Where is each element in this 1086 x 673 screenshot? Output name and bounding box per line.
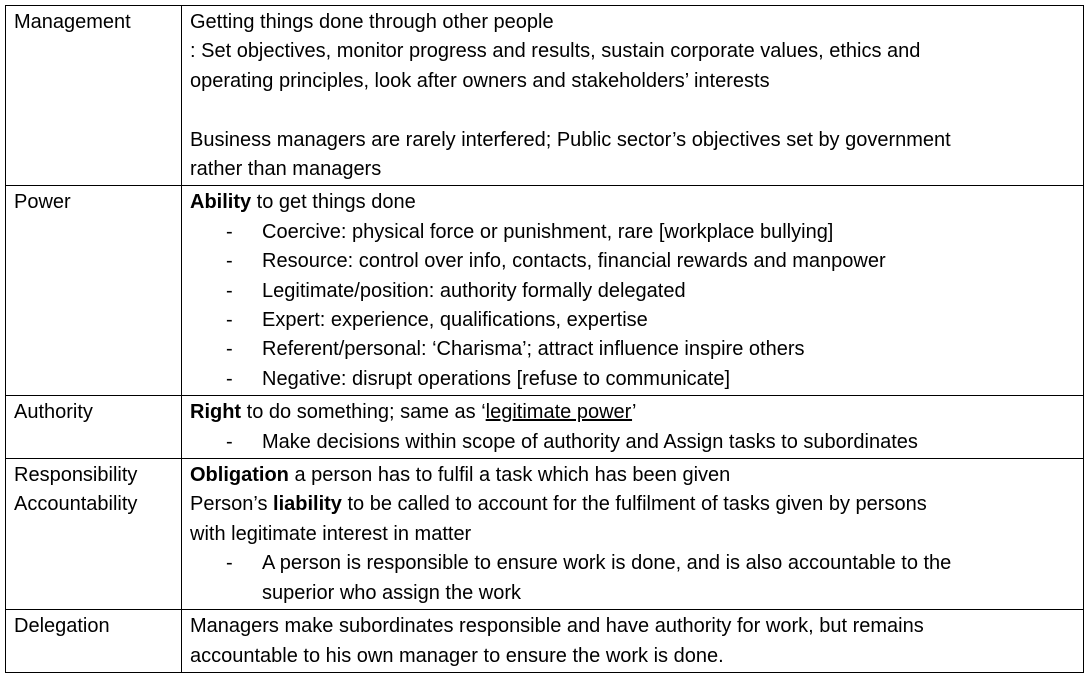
term-label: Delegation xyxy=(14,615,110,638)
intro-text: to get things done xyxy=(251,191,416,214)
bullet-item xyxy=(190,277,1079,306)
term-cell-delegation xyxy=(6,610,182,673)
underlined-term: legitimate power xyxy=(485,401,633,424)
bullet-text: A person is responsible to ensure work is done, and is also accountable to the xyxy=(262,552,952,575)
term-label: Authority xyxy=(14,401,93,424)
bullet-item xyxy=(190,428,1079,457)
term-label: Accountability xyxy=(14,493,138,516)
bullet-text: Coercive: physical force or punishment, rare [workplace bullying] xyxy=(262,220,834,243)
definition-line: Business managers are rarely interfered; Public sector’s objectives set by government xyxy=(190,128,951,151)
definition-cell-management xyxy=(182,6,1084,186)
bullet-item xyxy=(190,306,1079,335)
blank-line xyxy=(190,96,1079,125)
table-row-power xyxy=(6,186,1084,396)
table-row-responsibility-accountability xyxy=(6,459,1084,610)
dash-bullet: - xyxy=(226,338,233,361)
definition-line xyxy=(190,490,1079,519)
term-cell-responsibility-accountability xyxy=(6,459,182,610)
definition-line: operating principles, look after owners and stakeholders’ interests xyxy=(190,69,770,92)
definition-text: Person’s xyxy=(190,493,274,516)
term-cell-management xyxy=(6,6,182,186)
bullet-text: Negative: disrupt operations [refuse to communicate] xyxy=(262,367,731,390)
bullet-continuation: superior who assign the work xyxy=(262,581,522,604)
definition-text: to be called to account for the fulfilment of tasks given by persons xyxy=(341,493,927,516)
definition-text: a person has to fulfil a task which has been given xyxy=(288,464,731,487)
definition-line: with legitimate interest in matter xyxy=(190,522,472,545)
bullet-text: Expert: experience, qualifications, expertise xyxy=(262,309,648,332)
dash-bullet: - xyxy=(226,309,233,332)
bullet-item xyxy=(190,247,1079,276)
definition-line: rather than managers xyxy=(190,158,382,181)
dash-bullet: - xyxy=(226,552,233,575)
term-label: Power xyxy=(14,191,71,214)
bullet-item xyxy=(190,549,1079,578)
bullet-text: Legitimate/position: authority formally delegated xyxy=(262,279,686,302)
bullet-item xyxy=(190,365,1079,394)
term-cell-power xyxy=(6,186,182,396)
definition-line xyxy=(190,461,1079,490)
bold-keyword: Obligation xyxy=(190,464,289,487)
definition-cell-authority xyxy=(182,396,1084,459)
table-row-delegation xyxy=(6,610,1084,673)
dash-bullet: - xyxy=(226,220,233,243)
definition-cell-responsibility-accountability xyxy=(182,459,1084,610)
dash-bullet: - xyxy=(226,367,233,390)
intro-text: to do something; same as ‘ xyxy=(241,401,486,424)
definition-line: accountable to his own manager to ensure the work is done. xyxy=(190,644,724,667)
bullet-text: Referent/personal: ‘Charisma’; attract influence inspire others xyxy=(262,338,805,361)
bold-keyword: Ability xyxy=(190,191,252,214)
definition-line: Getting things done through other people xyxy=(190,11,554,33)
dash-bullet: - xyxy=(226,279,233,302)
term-label: Management xyxy=(14,11,131,33)
term-label: Responsibility xyxy=(14,464,138,487)
definition-intro xyxy=(190,188,1079,217)
dash-bullet: - xyxy=(226,430,233,453)
bullet-item xyxy=(190,218,1079,247)
table-row-authority xyxy=(6,396,1084,459)
definition-line: : Set objectives, monitor progress and results, sustain corporate values, ethics and xyxy=(190,40,921,63)
bullet-text: Resource: control over info, contacts, financial rewards and manpower xyxy=(262,250,886,273)
dash-bullet: - xyxy=(226,250,233,273)
bold-keyword: Right xyxy=(190,401,242,424)
bold-keyword: liability xyxy=(273,493,342,516)
intro-text-end: ’ xyxy=(632,401,637,424)
definition-intro xyxy=(190,398,1079,427)
notes-table xyxy=(5,5,1084,673)
definition-line: Managers make subordinates responsible and have authority for work, but remains xyxy=(190,615,924,638)
bullet-text: Make decisions within scope of authority and Assign tasks to subordinates xyxy=(262,430,918,453)
bullet-item xyxy=(190,335,1079,364)
term-cell-authority xyxy=(6,396,182,459)
definition-cell-delegation xyxy=(182,610,1084,673)
definition-cell-power xyxy=(182,186,1084,396)
table-row-management xyxy=(6,6,1084,186)
